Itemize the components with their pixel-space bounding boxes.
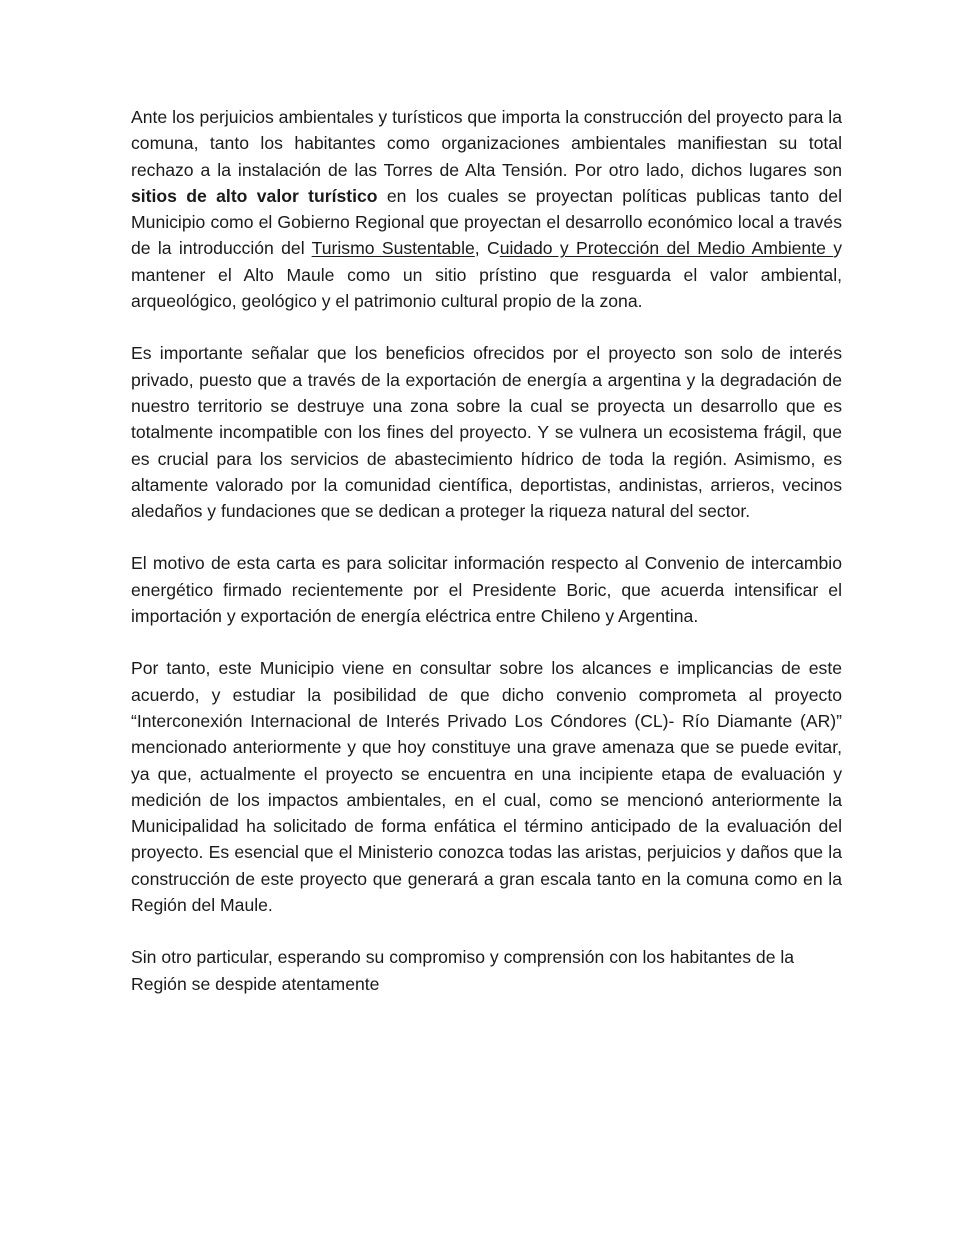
- paragraph-text: y mantener el Alto Maule como un sitio prístino que resguarda el valor ambiental, arqueológico, geológico y el patrimonio cultural propio de la zona.: [131, 238, 843, 312]
- paragraph-text: en los cuales se proyectan políticas publicas tanto del Municipio como el Gobierno Regional que proyectan el desarrollo económico local a través de la introducción del: [131, 185, 842, 259]
- underlined-link-environment-protection[interactable]: uidado y Protección del Medio Ambiente: [499, 238, 834, 259]
- paragraph-text: Ante los perjuicios ambientales y turísticos que importa la construcción del proyecto para la comuna, tanto los habitantes como organizaciones ambientales manifiestan su total rechazo a la instalación de las Torres de Alta Tensión. Por otro lado, dichos lugares son: [131, 107, 842, 180]
- bold-phrase-tourist-value: sitios de alto valor turístico: [131, 185, 378, 206]
- paragraph-request-purpose: El motivo de esta carta es para solicitar información respecto al Convenio de intercambio energético firmado recientemente por el Presidente Boric, que acuerda intensificar el importación y exportación de energía eléctrica entre Chileno y Argentina.: [131, 553, 842, 627]
- paragraph-environmental-impact: [131, 104, 842, 314]
- paragraph-private-interest: Es importante señalar que los beneficios ofrecidos por el proyecto son solo de interés privado, puesto que a través de la exportación de energía a argentina y la degradación de nuestro territorio se destruye una zona sobre la cual se proyecta un desarrollo que es totalmente incompatible con los fines del proyecto. Y se vulnera un ecosistema frágil, que es crucial para los servicios de abastecimiento hídrico de toda la región. Asimismo, es altamente valorado por la comunidad científica, deportistas, andinistas, arrieros, vecinos aledaños y fundaciones que se dedican a proteger la riqueza natural del sector.: [131, 343, 842, 522]
- letter-body: [131, 104, 842, 1023]
- paragraph-text: , C: [474, 238, 500, 259]
- paragraph-closing: Sin otro particular, esperando su compromiso y comprensión con los habitantes de la Región se despide atentamente: [131, 947, 795, 994]
- paragraph-consultation: Por tanto, este Municipio viene en consultar sobre los alcances e implicancias de este acuerdo, y estudiar la posibilidad de que dicho convenio comprometa al proyecto “Interconexión Internacional de Interés Privado Los Cóndores (CL)- Río Diamante (AR)” mencionado anteriormente y que hoy constituye una grave amenaza que se puede evitar, ya que, actualmente el proyecto se encuentra en una incipiente etapa de evaluación y medición de los impactos ambientales, en el cual, como se mencionó anteriormente la Municipalidad ha solicitado de forma enfática el término anticipado de la evaluación del proyecto. Es esencial que el Ministerio conozca todas las aristas, perjuicios y daños que la construcción de este proyecto que generará a gran escala tanto en la comuna como en la Región del Maule.: [131, 658, 842, 916]
- underlined-link-sustainable-tourism[interactable]: Turismo Sustentable: [311, 238, 475, 259]
